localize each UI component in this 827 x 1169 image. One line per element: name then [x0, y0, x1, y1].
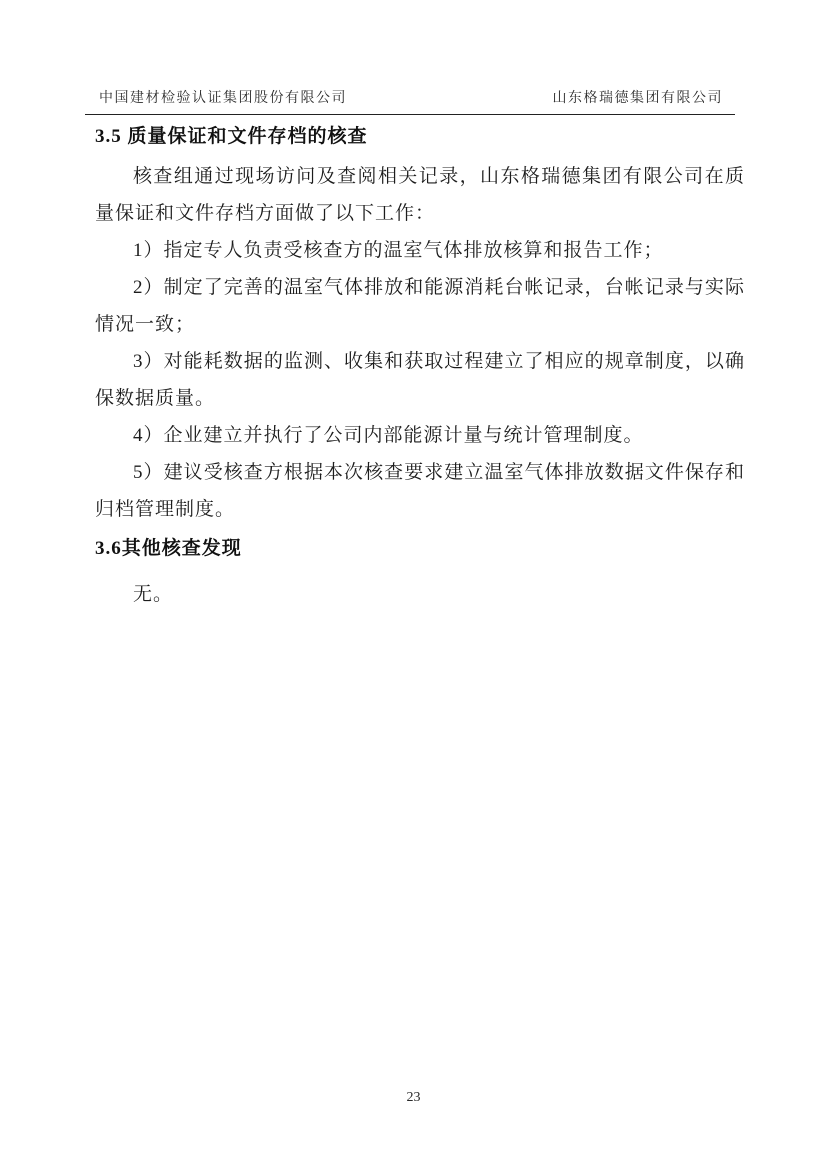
list-item-1: 1）指定专人负责受核查方的温室气体排放核算和报告工作； — [133, 240, 664, 261]
section-heading-3-5: 3.5 质量保证和文件存档的核查 — [95, 126, 368, 147]
page-number: 23 — [406, 1090, 421, 1105]
page-header — [85, 87, 735, 115]
list-item-5: 5）建议受核查方根据本次核查要求建立温室气体排放数据文件保存和归档管理制度。 — [95, 462, 745, 520]
page-content — [95, 124, 745, 613]
header-right-company: 山东格瑞德集团有限公司 — [552, 91, 723, 106]
page-footer — [0, 1090, 827, 1106]
list-item-4: 4）企业建立并执行了公司内部能源计量与统计管理制度。 — [133, 425, 644, 446]
list-item-2: 2）制定了完善的温室气体排放和能源消耗台帐记录，台帐记录与实际情况一致； — [95, 277, 745, 335]
paragraph-none: 无。 — [133, 584, 174, 605]
section-heading-3-6: 3.6其他核查发现 — [95, 538, 242, 559]
header-left-company: 中国建材检验认证集团股份有限公司 — [99, 91, 347, 106]
paragraph-intro: 核查组通过现场访问及查阅相关记录，山东格瑞德集团有限公司在质量保证和文件存档方面做了以下工作： — [95, 166, 745, 224]
list-item-3: 3）对能耗数据的监测、收集和获取过程建立了相应的规章制度，以确保数据质量。 — [95, 351, 745, 409]
